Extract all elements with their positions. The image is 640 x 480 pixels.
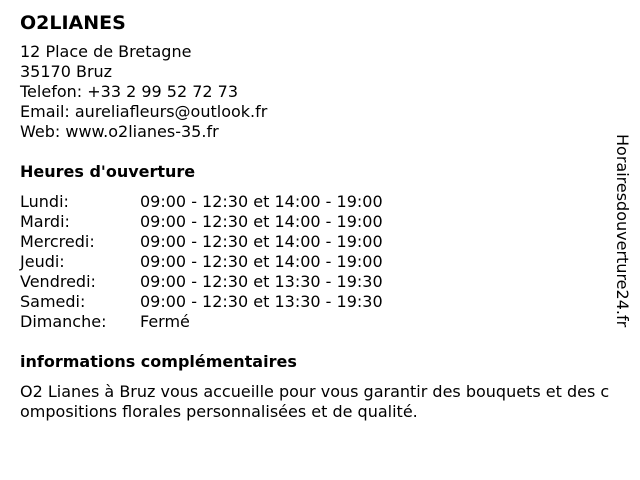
day-label: Mardi: [20,212,70,231]
day-hours: Fermé [140,312,190,331]
day-label: Vendredi: [20,272,96,291]
day-hours: 09:00 - 12:30 et 14:00 - 19:00 [140,212,383,231]
hours-row-friday [20,272,620,292]
hours-row-saturday [20,292,620,312]
day-label: Samedi: [20,292,86,311]
hours-row-sunday [20,312,620,332]
hours-heading: Heures d'ouverture [20,162,196,181]
day-hours: 09:00 - 12:30 et 13:30 - 19:30 [140,272,383,291]
business-name: O2LIANES [20,12,126,34]
web-line: Web: www.o2lianes-35.fr [20,122,219,141]
info-heading: informations complémentaires [20,352,297,371]
phone-line: Telefon: +33 2 99 52 72 73 [20,82,239,101]
day-hours: 09:00 - 12:30 et 14:00 - 19:00 [140,252,383,271]
day-label: Dimanche: [20,312,107,331]
site-watermark: Horairesdouverture24.fr [613,134,632,328]
day-hours: 09:00 - 12:30 et 14:00 - 19:00 [140,232,383,251]
info-text: O2 Lianes à Bruz vous accueille pour vous garantir des bouquets et des compositions florales personnalisées et de qualité. [20,382,610,421]
day-label: Lundi: [20,192,69,211]
hours-table [20,192,620,332]
email-line: Email: aureliafleurs@outlook.fr [20,102,268,121]
address-city: 35170 Bruz [20,62,113,81]
address-street: 12 Place de Bretagne [20,42,192,61]
hours-row-thursday [20,252,620,272]
hours-row-wednesday [20,232,620,252]
business-card [20,12,620,422]
day-hours: 09:00 - 12:30 et 13:30 - 19:30 [140,292,383,311]
hours-row-monday [20,192,620,212]
day-hours: 09:00 - 12:30 et 14:00 - 19:00 [140,192,383,211]
day-label: Mercredi: [20,232,95,251]
day-label: Jeudi: [20,252,65,271]
hours-row-tuesday [20,212,620,232]
